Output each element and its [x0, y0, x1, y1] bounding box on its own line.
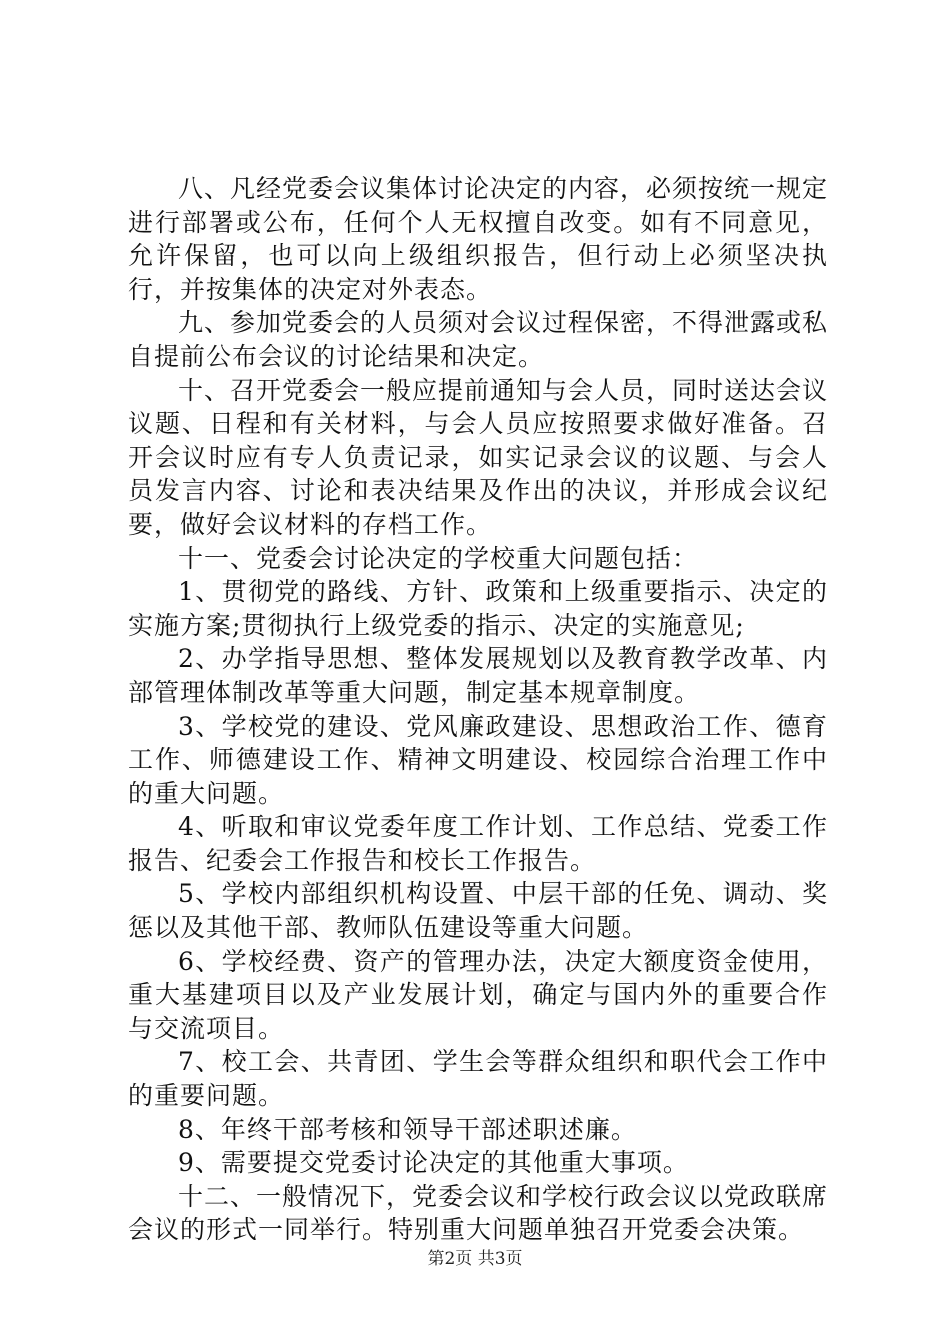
list-item: 3、学校党的建设、党风廉政建设、思想政治工作、德育工作、师德建设工作、精神文明建设、校园综合治理工作中的重大问题。 [128, 711, 828, 808]
paragraph: 九、参加党委会的人员须对会议过程保密，不得泄露或私自提前公布会议的讨论结果和决定。 [128, 308, 829, 371]
list-item: 2、办学指导思想、整体发展规划以及教育教学改革、内部管理体制改革等重大问题，制定基本规章制度。 [128, 644, 828, 707]
page-footer: 第2页 共3页 [427, 1249, 523, 1269]
document-body [128, 172, 828, 1247]
list-item: 8、年终干部考核和领导干部述职述廉。 [178, 1114, 637, 1144]
list-item: 5、学校内部组织机构设置、中层干部的任免、调动、奖惩以及其他干部、教师队伍建设等重大问题。 [128, 879, 828, 943]
paragraph: 八、凡经党委会议集体讨论决定的内容，必须按统一规定进行部署或公布，任何个人无权擅自改变。如有不同意见，允许保留，也可以向上级组织报告，但行动上必须坚决执行，并按集体的决定对外表态。 [128, 174, 829, 304]
list-item: 7、校工会、共青团、学生会等群众组织和职代会工作中的重要问题。 [128, 1047, 828, 1111]
paragraph: 十二、一般情况下，党委会议和学校行政会议以党政联席会议的形式一同举行。特别重大问题单独召开党委会决策。 [128, 1181, 829, 1245]
list-item: 9、需要提交党委讨论决定的其他重大事项。 [178, 1148, 689, 1178]
paragraph: 十、召开党委会一般应提前通知与会人员，同时送达会议议题、日程和有关材料，与会人员应按照要求做好准备。召开会议时应有专人负责记录，如实记录会议的议题、与会人员发言内容、讨论和表决结果及作出的决议，并形成会议纪要，做好会议材料的存档工作。 [128, 375, 829, 539]
paragraph: 十一、党委会讨论决定的学校重大问题包括： [178, 543, 699, 573]
list-item: 1、贯彻党的路线、方针、政策和上级重要指示、决定的实施方案;贯彻执行上级党委的指示、决定的实施意见; [128, 577, 828, 640]
list-item: 6、学校经费、资产的管理办法，决定大额度资金使用，重大基建项目以及产业发展计划，确定与国内外的重要合作与交流项目。 [128, 946, 828, 1043]
list-item: 4、听取和审议党委年度工作计划、工作总结、党委工作报告、纪委会工作报告和校长工作报告。 [128, 812, 828, 875]
